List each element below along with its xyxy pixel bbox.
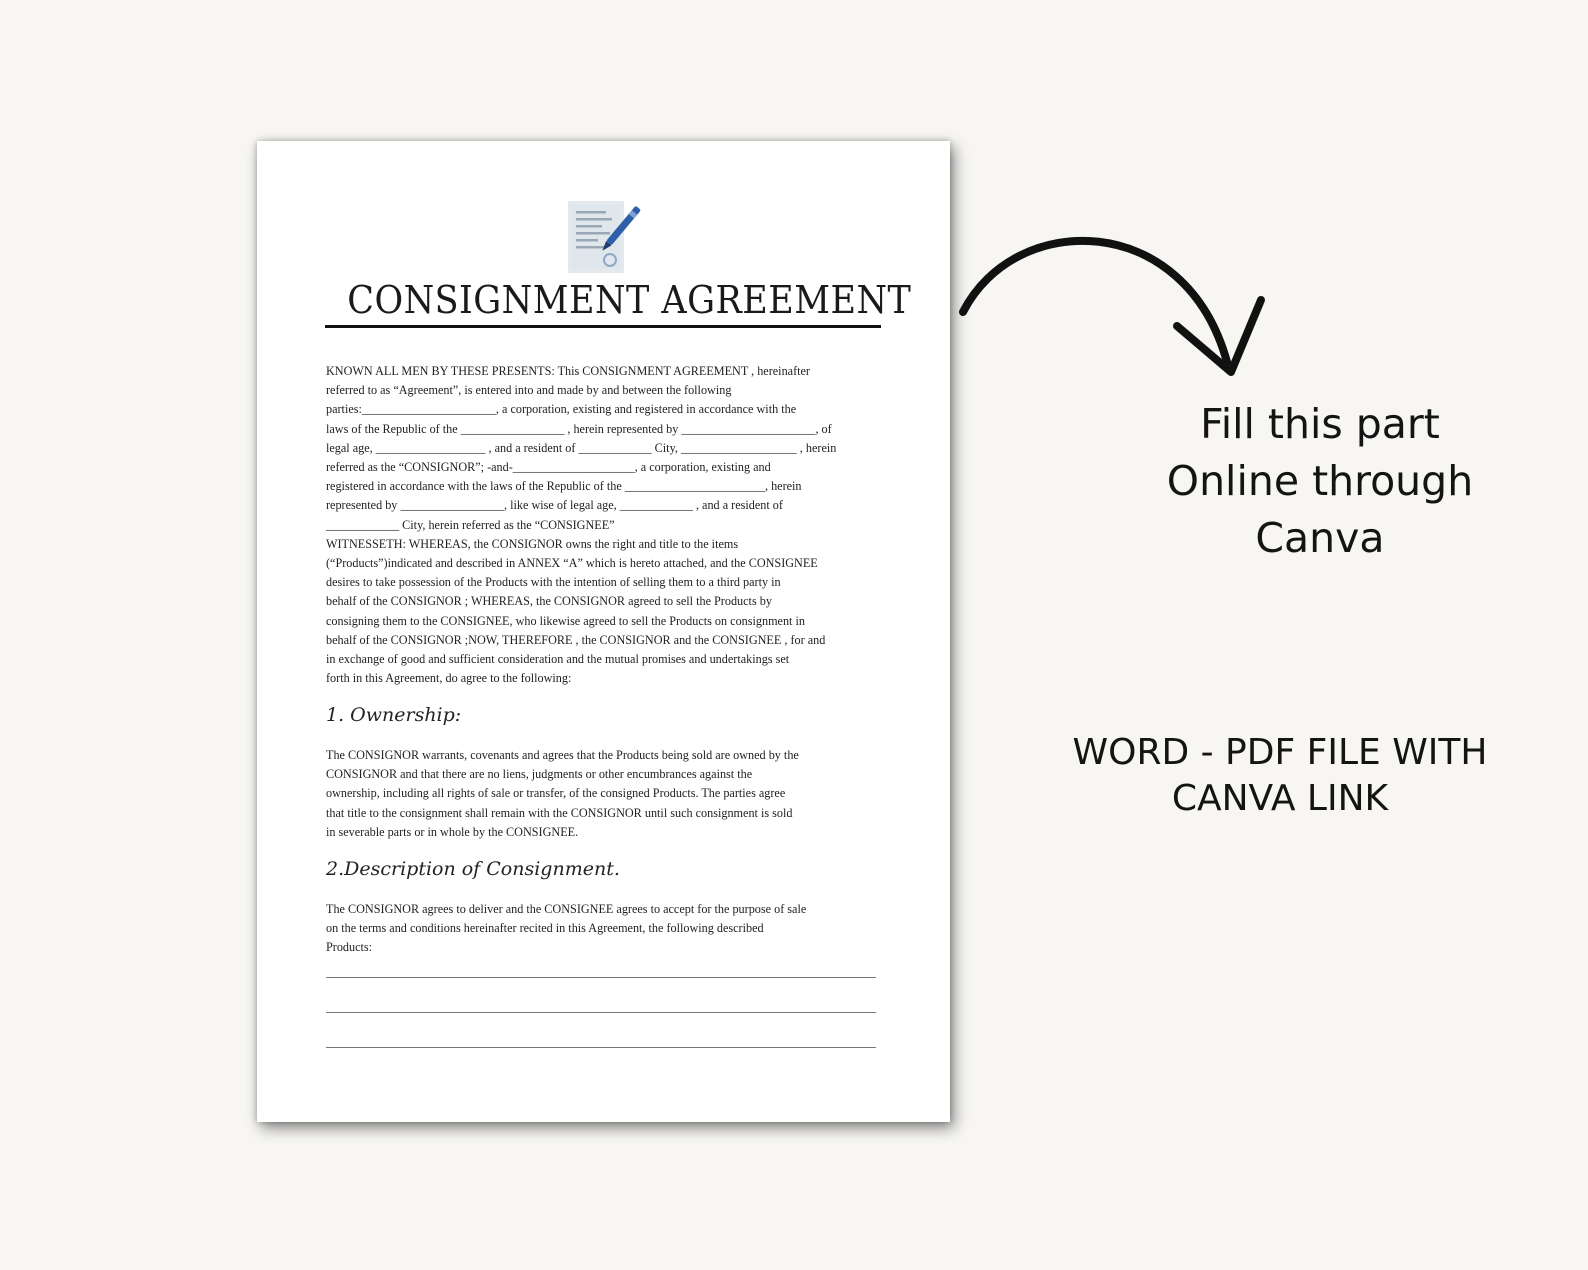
intro-line: behalf of the CONSIGNOR ; WHEREAS, the CONSIGNOR agreed to sell the Products by [326, 594, 772, 609]
intro-line: (“Products”)indicated and described in ANNEX “A” which is hereto attached, and the CONSIGNEE [326, 556, 818, 571]
document-title: CONSIGNMENT AGREEMENT [347, 278, 912, 322]
callout-line: Fill this part [1200, 400, 1440, 448]
ownership-paragraph [326, 746, 882, 842]
file-format-note [1050, 730, 1510, 822]
description-paragraph [326, 900, 882, 958]
description-line: on the terms and conditions hereinafter recited in this Agreement, the following described [326, 921, 764, 936]
intro-line: desires to take possession of the Products with the intention of selling them to a third party in [326, 575, 781, 590]
ownership-line: CONSIGNOR and that there are no liens, judgments or other encumbrances against the [326, 767, 753, 782]
callout-line: Online through [1166, 457, 1474, 505]
intro-line: referred to as “Agreement”, is entered into and made by and between the following [326, 383, 732, 398]
intro-line: KNOWN ALL MEN BY THESE PRESENTS: This CONSIGNMENT AGREEMENT , hereinafter [326, 364, 810, 378]
intro-line: forth in this Agreement, do agree to the following: [326, 671, 572, 686]
callout-line: Canva [1255, 514, 1385, 562]
title-underline [325, 325, 881, 328]
fill-in-line[interactable] [326, 1012, 876, 1013]
ownership-line: ownership, including all rights of sale or transfer, of the consigned Products. The parties agree [326, 786, 786, 801]
intro-line: behalf of the CONSIGNOR ;NOW, THEREFORE , the CONSIGNOR and the CONSIGNEE , for and [326, 632, 826, 647]
intro-line: WITNESSETH: WHEREAS, the CONSIGNOR owns the right and title to the items [326, 536, 739, 551]
intro-line: referred as the “CONSIGNOR”; -and-____________________, a corporation, existing and [326, 460, 771, 475]
format-line: CANVA LINK [1171, 778, 1389, 819]
description-line: The CONSIGNOR agrees to deliver and the CONSIGNEE agrees to accept for the purpose of sale [326, 902, 807, 916]
fill-in-line[interactable] [326, 1047, 876, 1048]
fill-online-callout [1120, 396, 1520, 567]
curved-arrow-icon [955, 230, 1285, 400]
intro-line: laws of the Republic of the _________________ , herein represented by ______________________, of [326, 421, 832, 436]
format-line: WORD - PDF FILE WITH [1072, 732, 1488, 773]
section-heading-description: 2.Description of Consignment. [326, 858, 620, 880]
intro-paragraph [326, 362, 882, 688]
ownership-line: The CONSIGNOR warrants, covenants and agrees that the Products being sold are owned by the [326, 748, 799, 762]
intro-line: represented by _________________, like wise of legal age, ____________ , and a resident of [326, 498, 783, 513]
intro-line: in exchange of good and sufficient consideration and the mutual promises and undertakings set [326, 652, 790, 667]
contract-pen-icon [568, 199, 644, 275]
intro-line: legal age, __________________ , and a resident of ____________ City, ___________________ , herein [326, 440, 837, 455]
ownership-line: in severable parts or in whole by the CONSIGNEE. [326, 824, 579, 839]
description-line: Products: [326, 940, 373, 955]
document-page [257, 141, 950, 1122]
fill-in-line[interactable] [326, 977, 876, 978]
section-heading-ownership: 1. Ownership: [326, 704, 462, 726]
ownership-line: that title to the consignment shall remain with the CONSIGNOR until such consignment is sold [326, 805, 793, 820]
intro-line: parties:______________________, a corporation, existing and registered in accordance with the [326, 402, 797, 417]
intro-line: consigning them to the CONSIGNEE, who likewise agreed to sell the Products on consignment in [326, 613, 805, 628]
intro-line: registered in accordance with the laws of the Republic of the _______________________, herein [326, 479, 802, 494]
intro-line: ____________ City, herein referred as the “CONSIGNEE” [326, 517, 615, 532]
